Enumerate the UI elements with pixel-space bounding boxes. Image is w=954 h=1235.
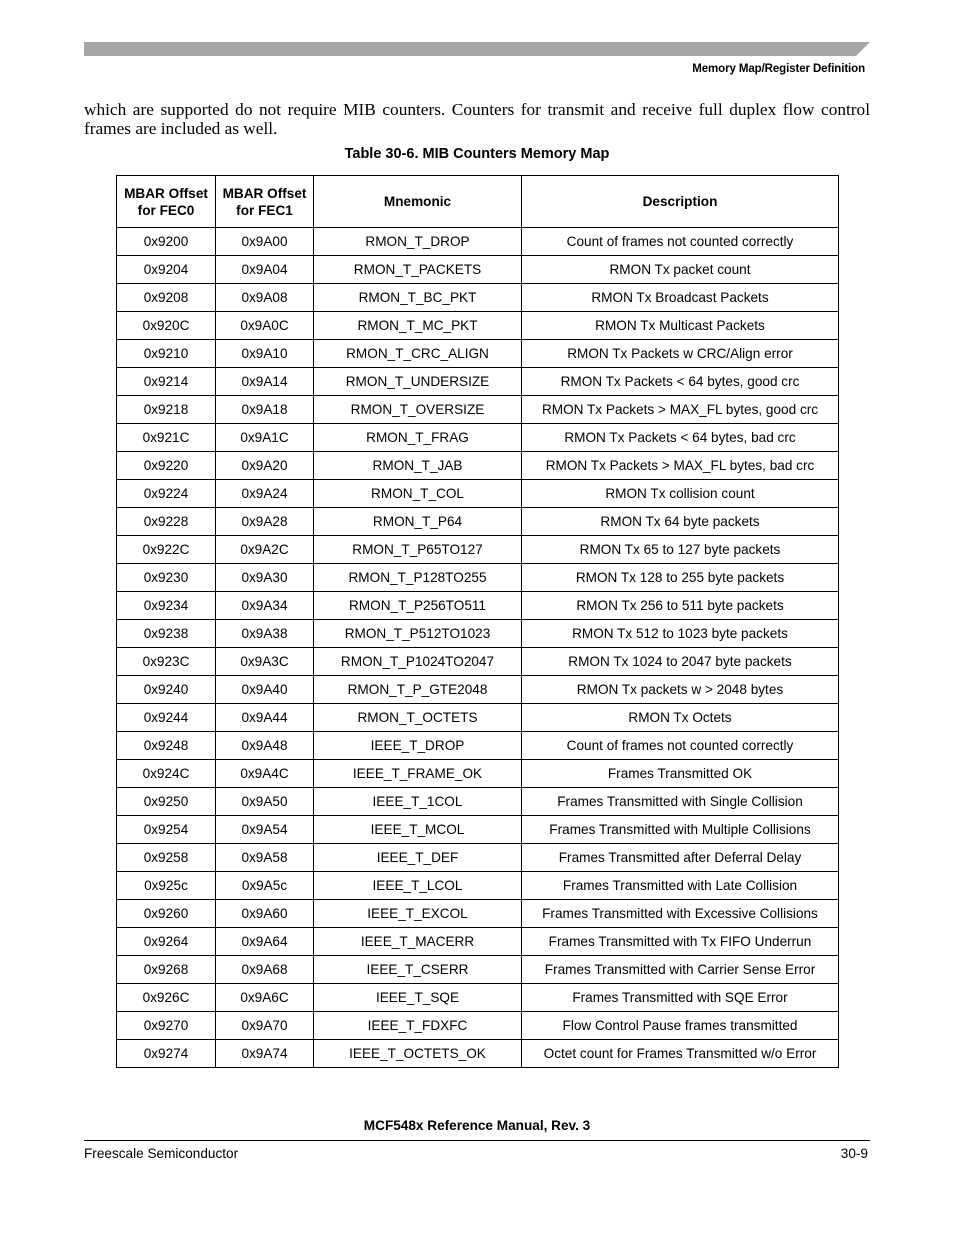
table-row bbox=[117, 816, 839, 844]
cell-fec1-offset: 0x9A60 bbox=[216, 900, 314, 928]
cell-fec0-offset: 0x9274 bbox=[117, 1040, 216, 1068]
cell-fec1-offset: 0x9A58 bbox=[216, 844, 314, 872]
cell-mnemonic: IEEE_T_1COL bbox=[314, 788, 522, 816]
cell-fec1-offset: 0x9A40 bbox=[216, 676, 314, 704]
cell-mnemonic: IEEE_T_DEF bbox=[314, 844, 522, 872]
table-row bbox=[117, 396, 839, 424]
cell-mnemonic: IEEE_T_SQE bbox=[314, 984, 522, 1012]
table-row bbox=[117, 508, 839, 536]
cell-fec0-offset: 0x924C bbox=[117, 760, 216, 788]
cell-fec0-offset: 0x9264 bbox=[117, 928, 216, 956]
cell-description: RMON Tx Packets > MAX_FL bytes, good crc bbox=[522, 396, 839, 424]
cell-fec0-offset: 0x9250 bbox=[117, 788, 216, 816]
cell-description: RMON Tx Packets < 64 bytes, bad crc bbox=[522, 424, 839, 452]
cell-mnemonic: IEEE_T_MACERR bbox=[314, 928, 522, 956]
table-header-row bbox=[117, 176, 839, 228]
cell-fec0-offset: 0x9260 bbox=[117, 900, 216, 928]
mib-counters-table bbox=[116, 175, 839, 1068]
cell-fec1-offset: 0x9A34 bbox=[216, 592, 314, 620]
cell-description: RMON Tx 512 to 1023 byte packets bbox=[522, 620, 839, 648]
cell-description: RMON Tx 128 to 255 byte packets bbox=[522, 564, 839, 592]
cell-fec1-offset: 0x9A50 bbox=[216, 788, 314, 816]
cell-description: Frames Transmitted with Late Collision bbox=[522, 872, 839, 900]
cell-mnemonic: IEEE_T_FRAME_OK bbox=[314, 760, 522, 788]
cell-mnemonic: RMON_T_P512TO1023 bbox=[314, 620, 522, 648]
cell-description: RMON Tx Packets w CRC/Align error bbox=[522, 340, 839, 368]
cell-fec1-offset: 0x9A70 bbox=[216, 1012, 314, 1040]
cell-fec0-offset: 0x922C bbox=[117, 536, 216, 564]
cell-mnemonic: IEEE_T_LCOL bbox=[314, 872, 522, 900]
cell-fec0-offset: 0x9268 bbox=[117, 956, 216, 984]
cell-fec1-offset: 0x9A54 bbox=[216, 816, 314, 844]
cell-fec1-offset: 0x9A14 bbox=[216, 368, 314, 396]
cell-description: Frames Transmitted with Carrier Sense Error bbox=[522, 956, 839, 984]
cell-mnemonic: IEEE_T_DROP bbox=[314, 732, 522, 760]
cell-mnemonic: RMON_T_UNDERSIZE bbox=[314, 368, 522, 396]
cell-fec0-offset: 0x9210 bbox=[117, 340, 216, 368]
col-header-fec1-offset bbox=[216, 176, 314, 228]
col-header-description: Description bbox=[522, 176, 839, 228]
footer-company: Freescale Semiconductor bbox=[84, 1146, 239, 1161]
footer-divider bbox=[84, 1140, 870, 1141]
cell-fec1-offset: 0x9A6C bbox=[216, 984, 314, 1012]
cell-fec0-offset: 0x9270 bbox=[117, 1012, 216, 1040]
table-row bbox=[117, 620, 839, 648]
cell-mnemonic: RMON_T_P65TO127 bbox=[314, 536, 522, 564]
cell-fec0-offset: 0x9240 bbox=[117, 676, 216, 704]
table-row bbox=[117, 480, 839, 508]
cell-fec1-offset: 0x9A1C bbox=[216, 424, 314, 452]
table-row bbox=[117, 564, 839, 592]
table-row bbox=[117, 984, 839, 1012]
col-header-fec1-label: MBAR Offset for FEC1 bbox=[222, 185, 307, 218]
cell-description: RMON Tx Multicast Packets bbox=[522, 312, 839, 340]
table-row bbox=[117, 228, 839, 256]
cell-fec0-offset: 0x9254 bbox=[117, 816, 216, 844]
cell-fec0-offset: 0x921C bbox=[117, 424, 216, 452]
cell-mnemonic: IEEE_T_OCTETS_OK bbox=[314, 1040, 522, 1068]
cell-fec1-offset: 0x9A5c bbox=[216, 872, 314, 900]
table-row bbox=[117, 648, 839, 676]
footer-page-number: 30-9 bbox=[840, 1146, 868, 1161]
col-header-fec0-label: MBAR Offset for FEC0 bbox=[124, 185, 208, 218]
cell-description: Frames Transmitted with Tx FIFO Underrun bbox=[522, 928, 839, 956]
col-header-mnemonic: Mnemonic bbox=[314, 176, 522, 228]
cell-fec1-offset: 0x9A24 bbox=[216, 480, 314, 508]
cell-fec1-offset: 0x9A00 bbox=[216, 228, 314, 256]
cell-description: Frames Transmitted with Excessive Collisions bbox=[522, 900, 839, 928]
cell-description: RMON Tx 1024 to 2047 byte packets bbox=[522, 648, 839, 676]
cell-fec0-offset: 0x9204 bbox=[117, 256, 216, 284]
cell-mnemonic: RMON_T_MC_PKT bbox=[314, 312, 522, 340]
table-body bbox=[117, 228, 839, 1068]
cell-mnemonic: RMON_T_P256TO511 bbox=[314, 592, 522, 620]
cell-mnemonic: RMON_T_CRC_ALIGN bbox=[314, 340, 522, 368]
cell-mnemonic: RMON_T_COL bbox=[314, 480, 522, 508]
cell-fec0-offset: 0x9214 bbox=[117, 368, 216, 396]
cell-fec0-offset: 0x9218 bbox=[117, 396, 216, 424]
table-row bbox=[117, 732, 839, 760]
cell-fec1-offset: 0x9A10 bbox=[216, 340, 314, 368]
cell-fec1-offset: 0x9A48 bbox=[216, 732, 314, 760]
cell-fec0-offset: 0x9230 bbox=[117, 564, 216, 592]
cell-description: Frames Transmitted with Multiple Collisions bbox=[522, 816, 839, 844]
table-row bbox=[117, 1012, 839, 1040]
cell-fec1-offset: 0x9A20 bbox=[216, 452, 314, 480]
cell-description: Count of frames not counted correctly bbox=[522, 732, 839, 760]
running-header: Memory Map/Register Definition bbox=[692, 63, 865, 75]
cell-fec0-offset: 0x9238 bbox=[117, 620, 216, 648]
table-row bbox=[117, 900, 839, 928]
table-row bbox=[117, 452, 839, 480]
table-row bbox=[117, 284, 839, 312]
table-row bbox=[117, 704, 839, 732]
cell-description: Frames Transmitted OK bbox=[522, 760, 839, 788]
table-row bbox=[117, 872, 839, 900]
cell-mnemonic: RMON_T_PACKETS bbox=[314, 256, 522, 284]
cell-fec1-offset: 0x9A44 bbox=[216, 704, 314, 732]
cell-fec0-offset: 0x9224 bbox=[117, 480, 216, 508]
cell-fec1-offset: 0x9A4C bbox=[216, 760, 314, 788]
cell-mnemonic: RMON_T_DROP bbox=[314, 228, 522, 256]
cell-description: Count of frames not counted correctly bbox=[522, 228, 839, 256]
cell-mnemonic: RMON_T_OCTETS bbox=[314, 704, 522, 732]
cell-fec0-offset: 0x9244 bbox=[117, 704, 216, 732]
table-row bbox=[117, 424, 839, 452]
cell-fec0-offset: 0x9228 bbox=[117, 508, 216, 536]
cell-mnemonic: RMON_T_P64 bbox=[314, 508, 522, 536]
table-row bbox=[117, 788, 839, 816]
cell-fec1-offset: 0x9A28 bbox=[216, 508, 314, 536]
col-header-fec0-offset bbox=[117, 176, 216, 228]
cell-description: RMON Tx Packets > MAX_FL bytes, bad crc bbox=[522, 452, 839, 480]
table-row bbox=[117, 368, 839, 396]
cell-fec0-offset: 0x9220 bbox=[117, 452, 216, 480]
cell-fec0-offset: 0x9258 bbox=[117, 844, 216, 872]
cell-fec0-offset: 0x9248 bbox=[117, 732, 216, 760]
cell-description: RMON Tx packet count bbox=[522, 256, 839, 284]
cell-fec0-offset: 0x925c bbox=[117, 872, 216, 900]
table-row bbox=[117, 312, 839, 340]
cell-fec0-offset: 0x920C bbox=[117, 312, 216, 340]
cell-mnemonic: RMON_T_P128TO255 bbox=[314, 564, 522, 592]
cell-mnemonic: RMON_T_OVERSIZE bbox=[314, 396, 522, 424]
cell-fec1-offset: 0x9A18 bbox=[216, 396, 314, 424]
cell-mnemonic: IEEE_T_MCOL bbox=[314, 816, 522, 844]
cell-mnemonic: RMON_T_BC_PKT bbox=[314, 284, 522, 312]
cell-mnemonic: RMON_T_JAB bbox=[314, 452, 522, 480]
cell-fec1-offset: 0x9A08 bbox=[216, 284, 314, 312]
cell-mnemonic: IEEE_T_CSERR bbox=[314, 956, 522, 984]
cell-fec1-offset: 0x9A68 bbox=[216, 956, 314, 984]
table-caption: Table 30-6. MIB Counters Memory Map bbox=[344, 146, 610, 162]
cell-fec1-offset: 0x9A2C bbox=[216, 536, 314, 564]
table-row bbox=[117, 256, 839, 284]
cell-description: Frames Transmitted after Deferral Delay bbox=[522, 844, 839, 872]
table-row bbox=[117, 1040, 839, 1068]
cell-mnemonic: RMON_T_P1024TO2047 bbox=[314, 648, 522, 676]
cell-description: Flow Control Pause frames transmitted bbox=[522, 1012, 839, 1040]
table-row bbox=[117, 676, 839, 704]
table-row bbox=[117, 844, 839, 872]
intro-paragraph: which are supported do not require MIB counters. Counters for transmit and receive full duplex flow control frames are included as well. bbox=[84, 100, 870, 138]
table-row bbox=[117, 592, 839, 620]
cell-fec1-offset: 0x9A38 bbox=[216, 620, 314, 648]
table-row bbox=[117, 536, 839, 564]
cell-fec0-offset: 0x9234 bbox=[117, 592, 216, 620]
table-row bbox=[117, 760, 839, 788]
header-bar-shape bbox=[84, 42, 870, 56]
table-row bbox=[117, 956, 839, 984]
header-decorative-bar bbox=[84, 42, 870, 56]
cell-mnemonic: IEEE_T_EXCOL bbox=[314, 900, 522, 928]
table-row bbox=[117, 340, 839, 368]
cell-mnemonic: RMON_T_P_GTE2048 bbox=[314, 676, 522, 704]
cell-fec1-offset: 0x9A64 bbox=[216, 928, 314, 956]
cell-fec1-offset: 0x9A0C bbox=[216, 312, 314, 340]
cell-description: Frames Transmitted with Single Collision bbox=[522, 788, 839, 816]
table-row bbox=[117, 928, 839, 956]
cell-fec0-offset: 0x923C bbox=[117, 648, 216, 676]
cell-description: Octet count for Frames Transmitted w/o Error bbox=[522, 1040, 839, 1068]
cell-mnemonic: IEEE_T_FDXFC bbox=[314, 1012, 522, 1040]
cell-fec0-offset: 0x9208 bbox=[117, 284, 216, 312]
cell-mnemonic: RMON_T_FRAG bbox=[314, 424, 522, 452]
cell-description: RMON Tx Octets bbox=[522, 704, 839, 732]
cell-description: RMON Tx packets w > 2048 bytes bbox=[522, 676, 839, 704]
cell-description: Frames Transmitted with SQE Error bbox=[522, 984, 839, 1012]
cell-description: RMON Tx 256 to 511 byte packets bbox=[522, 592, 839, 620]
cell-description: RMON Tx 64 byte packets bbox=[522, 508, 839, 536]
cell-description: RMON Tx 65 to 127 byte packets bbox=[522, 536, 839, 564]
cell-description: RMON Tx Packets < 64 bytes, good crc bbox=[522, 368, 839, 396]
cell-fec0-offset: 0x926C bbox=[117, 984, 216, 1012]
cell-fec1-offset: 0x9A3C bbox=[216, 648, 314, 676]
cell-description: RMON Tx Broadcast Packets bbox=[522, 284, 839, 312]
cell-fec1-offset: 0x9A74 bbox=[216, 1040, 314, 1068]
cell-fec1-offset: 0x9A04 bbox=[216, 256, 314, 284]
cell-description: RMON Tx collision count bbox=[522, 480, 839, 508]
footer-manual-title: MCF548x Reference Manual, Rev. 3 bbox=[363, 1118, 591, 1133]
cell-fec0-offset: 0x9200 bbox=[117, 228, 216, 256]
cell-fec1-offset: 0x9A30 bbox=[216, 564, 314, 592]
